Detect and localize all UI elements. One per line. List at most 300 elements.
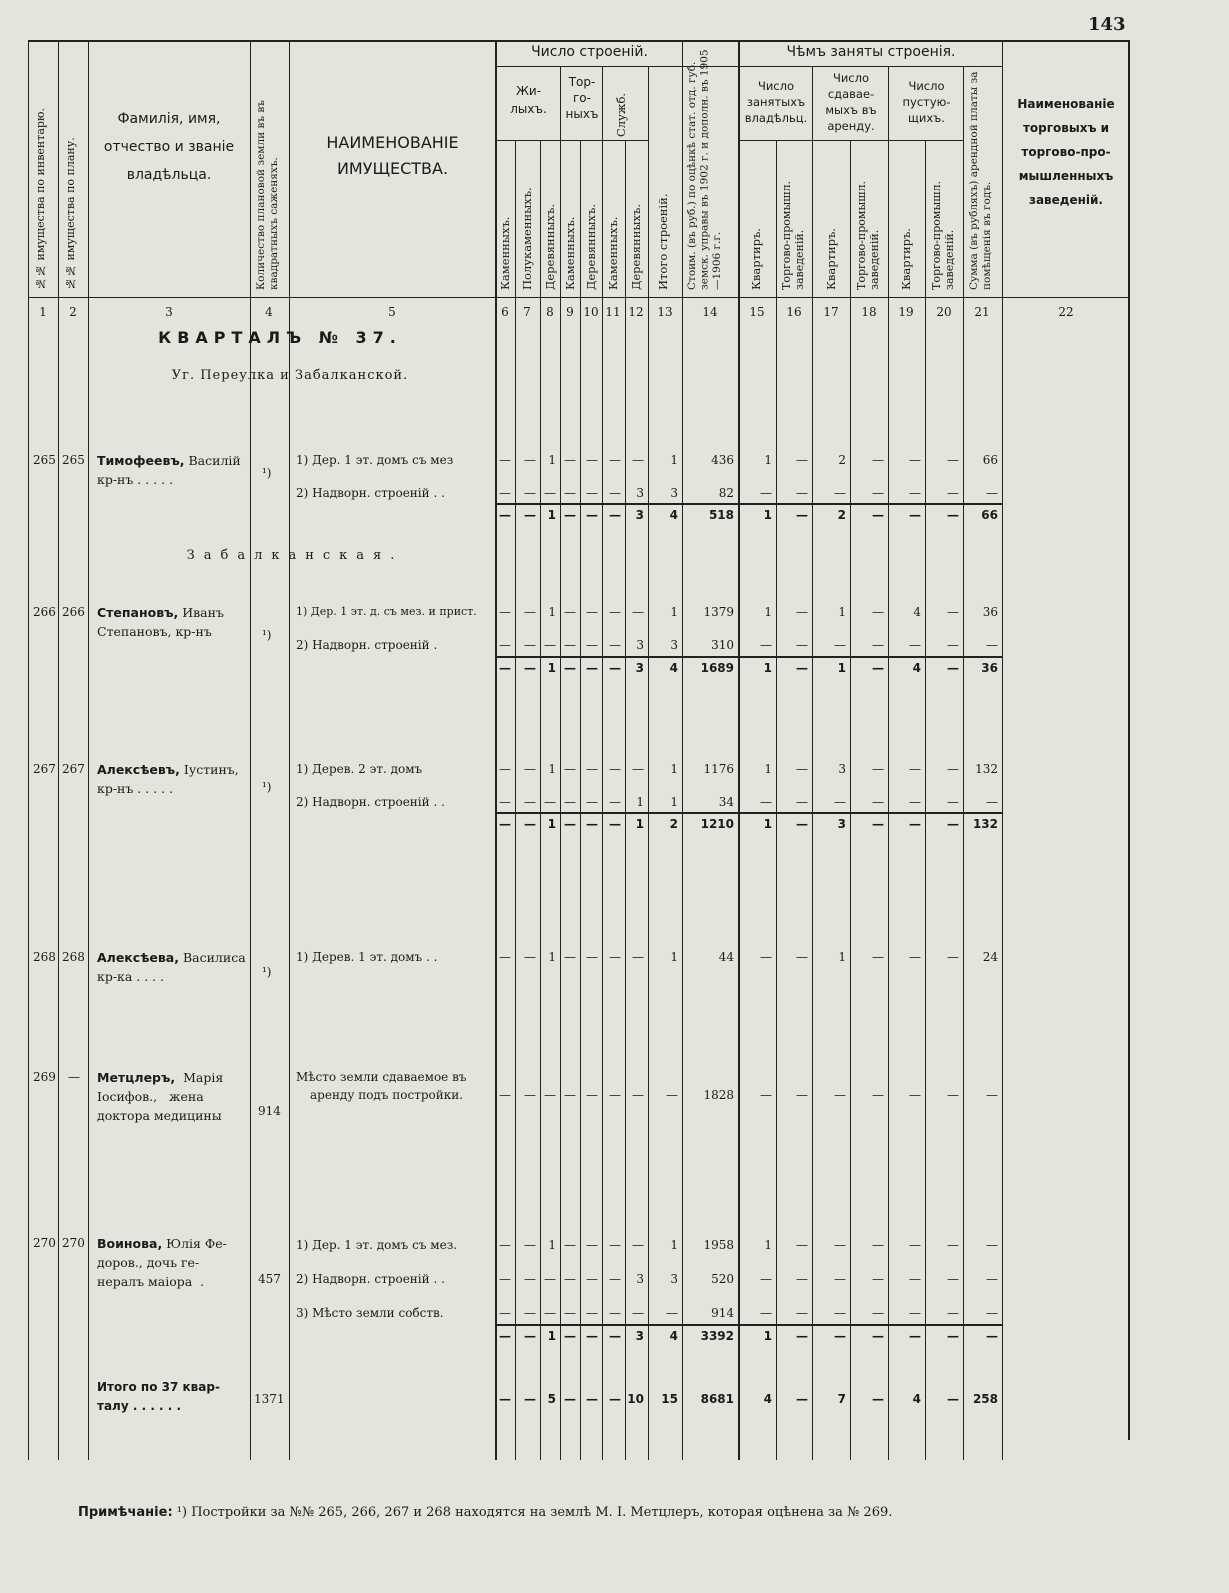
value-cell: 1 bbox=[763, 1329, 772, 1343]
property-item: 2) Надворн. строеній . . bbox=[296, 486, 445, 500]
value-cell: 7 bbox=[837, 1392, 846, 1406]
value-cell: — bbox=[499, 1329, 511, 1343]
value-cell: — bbox=[499, 508, 511, 522]
column-number: 9 bbox=[566, 305, 574, 319]
value-cell: — bbox=[947, 453, 959, 467]
value-cell: — bbox=[760, 795, 772, 809]
value-cell: — bbox=[947, 1306, 959, 1320]
value-cell: — bbox=[796, 1392, 808, 1406]
value-cell: — bbox=[947, 762, 959, 776]
value-cell: 520 bbox=[711, 1272, 734, 1286]
value-cell: — bbox=[609, 638, 621, 652]
value-cell: 1 bbox=[838, 950, 846, 964]
value-cell: — bbox=[666, 1088, 678, 1102]
value-cell: — bbox=[909, 638, 921, 652]
header-trade: Тор- го- ныхъ bbox=[565, 75, 599, 121]
value-cell: — bbox=[872, 762, 884, 776]
header-group-line bbox=[495, 66, 1002, 67]
value-cell: — bbox=[872, 950, 884, 964]
value-cell: — bbox=[947, 1088, 959, 1102]
value-cell: 518 bbox=[708, 508, 734, 522]
value-cell: — bbox=[986, 638, 998, 652]
column-number: 6 bbox=[501, 305, 509, 319]
value-cell: — bbox=[609, 453, 621, 467]
value-cell: 3 bbox=[636, 486, 644, 500]
column-number: 13 bbox=[657, 305, 673, 319]
header-empty: Число пустую- щихъ. bbox=[902, 79, 951, 125]
value-cell: — bbox=[632, 453, 644, 467]
value-cell: — bbox=[947, 817, 959, 831]
value-cell: — bbox=[609, 1392, 621, 1406]
value-cell: — bbox=[834, 486, 846, 500]
column-number: 4 bbox=[265, 305, 273, 319]
value-cell: — bbox=[564, 638, 576, 652]
value-cell: — bbox=[909, 453, 921, 467]
column-number: 3 bbox=[165, 305, 173, 319]
value-cell: — bbox=[499, 486, 511, 500]
header-property: НАИМЕНОВАНІЕ ИМУЩЕСТВА. bbox=[326, 133, 459, 178]
value-cell: — bbox=[909, 1306, 921, 1320]
value-cell: — bbox=[544, 1088, 556, 1102]
value-cell: — bbox=[564, 1306, 576, 1320]
value-cell: 1 bbox=[670, 453, 678, 467]
value-cell: — bbox=[796, 1238, 808, 1252]
value-cell: — bbox=[909, 795, 921, 809]
land-area: 914 bbox=[258, 1104, 281, 1118]
header-col20: Торгово-промышл. заведеній. bbox=[930, 181, 956, 290]
value-cell: 1 bbox=[763, 817, 772, 831]
value-cell: — bbox=[909, 762, 921, 776]
value-cell: — bbox=[760, 486, 772, 500]
value-cell: 1 bbox=[764, 1238, 772, 1252]
header-col19: Квартиръ. bbox=[899, 228, 913, 290]
value-cell: — bbox=[586, 605, 598, 619]
value-cell: — bbox=[947, 950, 959, 964]
value-cell: 10 bbox=[627, 1392, 644, 1406]
value-cell: — bbox=[632, 1088, 644, 1102]
value-cell: — bbox=[796, 795, 808, 809]
value-cell: — bbox=[499, 1306, 511, 1320]
value-cell: — bbox=[609, 1306, 621, 1320]
column-number: 11 bbox=[605, 305, 621, 319]
value-cell: — bbox=[524, 950, 536, 964]
header-col18: Торгово-промышл. заведеній. bbox=[855, 181, 881, 290]
header-col9: Каменныхъ. bbox=[563, 216, 577, 290]
owner-cell bbox=[97, 451, 241, 489]
value-cell: 66 bbox=[981, 508, 998, 522]
value-cell: 3 bbox=[636, 638, 644, 652]
value-cell: — bbox=[632, 950, 644, 964]
value-cell: — bbox=[947, 486, 959, 500]
inventory-number: 269 bbox=[33, 1070, 56, 1084]
property-item: 2) Надворн. строеній . . bbox=[296, 795, 445, 809]
header-col8: Деревянныхъ. bbox=[543, 204, 557, 290]
value-cell: — bbox=[609, 1272, 621, 1286]
value-cell: — bbox=[796, 508, 808, 522]
value-cell: — bbox=[947, 795, 959, 809]
value-cell: 3 bbox=[635, 1329, 644, 1343]
value-cell: — bbox=[872, 453, 884, 467]
value-cell: — bbox=[760, 1272, 772, 1286]
value-cell: — bbox=[609, 762, 621, 776]
header-col22: Наименованіе торговыхъ и торгово-про- мышленныхъ заведеній. bbox=[1017, 97, 1115, 207]
header-col16: Торгово-промышл. заведеній. bbox=[780, 181, 806, 290]
header-owner-occupied: Число занятыхъ владѣльц. bbox=[744, 79, 808, 125]
value-cell: 3 bbox=[838, 762, 846, 776]
column-number: 2 bbox=[69, 305, 77, 319]
column-number: 10 bbox=[583, 305, 599, 319]
value-cell: — bbox=[796, 950, 808, 964]
value-cell: — bbox=[499, 817, 511, 831]
header-bottom-border bbox=[28, 297, 1130, 298]
header-col13: Итого строеній. bbox=[656, 193, 670, 290]
value-cell: — bbox=[564, 508, 576, 522]
value-cell: 36 bbox=[982, 605, 998, 619]
footnote-text: ¹) Постройки за №№ 265, 266, 267 и 268 находятся на землѣ М. І. Метцлеръ, которая оцѣнена за № 269. bbox=[172, 1505, 893, 1520]
owner-details: Василій кр-нъ . . . . . bbox=[97, 453, 241, 487]
value-cell: 1689 bbox=[700, 661, 734, 675]
plan-number: 270 bbox=[62, 1236, 85, 1250]
value-cell: — bbox=[872, 1088, 884, 1102]
value-cell: — bbox=[796, 638, 808, 652]
header-col7: Полукаменныхъ. bbox=[520, 187, 534, 290]
value-cell: — bbox=[564, 605, 576, 619]
corner-title: Уг. Переулка и Забалканской. bbox=[171, 368, 409, 383]
value-cell: — bbox=[909, 486, 921, 500]
plan-number: 266 bbox=[62, 605, 85, 619]
value-cell: — bbox=[796, 762, 808, 776]
value-cell: — bbox=[986, 1306, 998, 1320]
footnote-mark: ¹) bbox=[262, 780, 272, 794]
value-cell: — bbox=[796, 1329, 808, 1343]
value-cell: — bbox=[947, 661, 959, 675]
owner-details: Марія Іосифов., жена доктора медицины bbox=[97, 1070, 224, 1123]
col-divider bbox=[88, 40, 89, 1460]
value-cell: 1210 bbox=[700, 817, 734, 831]
value-cell: — bbox=[586, 1238, 598, 1252]
property-item: 1) Дер. 1 эт. домъ съ мез. bbox=[296, 1238, 458, 1252]
value-cell: — bbox=[909, 950, 921, 964]
value-cell: — bbox=[499, 1088, 511, 1102]
footnote-mark: ¹) bbox=[262, 965, 272, 979]
value-cell: — bbox=[586, 762, 598, 776]
value-cell: 132 bbox=[972, 817, 998, 831]
value-cell: — bbox=[872, 605, 884, 619]
value-cell: 1176 bbox=[703, 762, 734, 776]
column-number: 21 bbox=[974, 305, 990, 319]
value-cell: — bbox=[544, 486, 556, 500]
value-cell: — bbox=[586, 1392, 598, 1406]
value-cell: — bbox=[499, 762, 511, 776]
value-cell: — bbox=[872, 1306, 884, 1320]
value-cell: — bbox=[986, 1238, 998, 1252]
column-number: 19 bbox=[898, 305, 914, 319]
value-cell: — bbox=[796, 1272, 808, 1286]
value-cell: — bbox=[586, 1088, 598, 1102]
property-item: Мѣсто земли сдаваемое въ bbox=[296, 1070, 467, 1084]
header-group-count: Число строеній. bbox=[531, 44, 648, 60]
column-number: 14 bbox=[702, 305, 718, 319]
owner-surname: Алексѣевъ, bbox=[97, 762, 180, 777]
header-col10: Деревянныхъ. bbox=[584, 204, 598, 290]
subtotal-rule bbox=[497, 656, 1002, 658]
value-cell: — bbox=[564, 1392, 576, 1406]
value-cell: — bbox=[834, 1088, 846, 1102]
value-cell: 4 bbox=[669, 1329, 678, 1343]
owner-details: Іустинъ, кр-нъ . . . . . bbox=[97, 762, 239, 796]
value-cell: — bbox=[524, 1088, 536, 1102]
value-cell: — bbox=[872, 1329, 884, 1343]
value-cell: — bbox=[909, 1238, 921, 1252]
value-cell: — bbox=[564, 950, 576, 964]
value-cell: — bbox=[872, 638, 884, 652]
subtotal-rule bbox=[497, 503, 1002, 505]
property-item: 2) Надворн. строеній . bbox=[296, 638, 438, 652]
header-owner: Фамилія, имя, отчество и званіе владѣльца. bbox=[103, 111, 235, 183]
value-cell: — bbox=[586, 638, 598, 652]
inventory-number: 267 bbox=[33, 762, 56, 776]
column-number: 22 bbox=[1058, 305, 1074, 319]
page-number: 143 bbox=[1088, 14, 1126, 35]
value-cell: — bbox=[947, 508, 959, 522]
value-cell: — bbox=[544, 795, 556, 809]
value-cell: — bbox=[499, 638, 511, 652]
column-number: 20 bbox=[936, 305, 952, 319]
value-cell: — bbox=[544, 638, 556, 652]
value-cell: — bbox=[609, 795, 621, 809]
header-service: Служб. bbox=[614, 92, 628, 137]
value-cell: — bbox=[586, 817, 598, 831]
value-cell: 1 bbox=[837, 661, 846, 675]
value-cell: — bbox=[909, 817, 921, 831]
value-cell: — bbox=[586, 950, 598, 964]
value-cell: 1 bbox=[764, 453, 772, 467]
street-title: Забалканская. bbox=[186, 548, 404, 563]
value-cell: 1 bbox=[547, 508, 556, 522]
header-col11: Каменныхъ. bbox=[606, 216, 620, 290]
property-item: 2) Надворн. строеній . . bbox=[296, 1272, 445, 1286]
value-cell: — bbox=[986, 1329, 998, 1343]
property-item: 1) Дерев. 2 эт. домъ bbox=[296, 762, 423, 776]
value-cell: — bbox=[499, 795, 511, 809]
value-cell: 1 bbox=[547, 817, 556, 831]
value-cell: — bbox=[586, 1272, 598, 1286]
value-cell: — bbox=[760, 1088, 772, 1102]
value-cell: — bbox=[796, 817, 808, 831]
value-cell: — bbox=[632, 1306, 644, 1320]
value-cell: — bbox=[909, 508, 921, 522]
value-cell: 82 bbox=[718, 486, 734, 500]
owner-surname: Тимофеевъ, bbox=[97, 453, 185, 468]
value-cell: 24 bbox=[982, 950, 998, 964]
value-cell: — bbox=[796, 453, 808, 467]
value-cell: 1 bbox=[670, 950, 678, 964]
value-cell: 4 bbox=[669, 661, 678, 675]
owner-details: Юлія Фе- доров., дочь ге- нералъ маіора . bbox=[97, 1236, 227, 1289]
value-cell: 1 bbox=[547, 661, 556, 675]
value-cell: 8681 bbox=[700, 1392, 734, 1406]
col-divider bbox=[250, 40, 251, 1460]
value-cell: 3 bbox=[635, 508, 644, 522]
value-cell: — bbox=[947, 638, 959, 652]
inventory-number: 268 bbox=[33, 950, 56, 964]
value-cell: 15 bbox=[661, 1392, 678, 1406]
table-top-border bbox=[28, 40, 1130, 42]
footnote bbox=[78, 1505, 892, 1520]
value-cell: 1 bbox=[763, 661, 772, 675]
value-cell: — bbox=[796, 1306, 808, 1320]
value-cell: — bbox=[586, 661, 598, 675]
property-item: 1) Дер. 1 эт. д. съ мез. и прист. bbox=[296, 605, 477, 618]
value-cell: — bbox=[666, 1306, 678, 1320]
value-cell: — bbox=[609, 1088, 621, 1102]
value-cell: — bbox=[564, 1238, 576, 1252]
value-cell: — bbox=[524, 795, 536, 809]
value-cell: — bbox=[609, 661, 621, 675]
value-cell: — bbox=[564, 1272, 576, 1286]
value-cell: — bbox=[986, 1088, 998, 1102]
value-cell: — bbox=[609, 817, 621, 831]
value-cell: 1 bbox=[548, 605, 556, 619]
value-cell: — bbox=[872, 508, 884, 522]
column-number: 16 bbox=[786, 305, 802, 319]
value-cell: — bbox=[796, 1088, 808, 1102]
footnote-mark: ¹) bbox=[262, 466, 272, 480]
value-cell: — bbox=[564, 817, 576, 831]
value-cell: — bbox=[909, 1272, 921, 1286]
value-cell: — bbox=[872, 795, 884, 809]
value-cell: 1 bbox=[764, 762, 772, 776]
quarter-title: КВАРТАЛЪ № 37. bbox=[158, 328, 402, 347]
header-rented: Число сдавае- мыхъ въ аренду. bbox=[825, 71, 877, 133]
value-cell: 3 bbox=[636, 1272, 644, 1286]
value-cell: — bbox=[609, 1329, 621, 1343]
value-cell: 3 bbox=[635, 661, 644, 675]
footnote-mark: ¹) bbox=[262, 628, 272, 642]
inventory-number: 266 bbox=[33, 605, 56, 619]
subtotal-rule bbox=[497, 1324, 1002, 1326]
value-cell: — bbox=[609, 1238, 621, 1252]
value-cell: — bbox=[632, 762, 644, 776]
value-cell: 132 bbox=[975, 762, 998, 776]
value-cell: — bbox=[524, 638, 536, 652]
owner-cell bbox=[97, 603, 224, 641]
value-cell: 1 bbox=[548, 1238, 556, 1252]
value-cell: — bbox=[564, 1088, 576, 1102]
plan-number: 268 bbox=[62, 950, 85, 964]
value-cell: — bbox=[499, 1238, 511, 1252]
value-cell: 1958 bbox=[703, 1238, 734, 1252]
value-cell: — bbox=[796, 486, 808, 500]
value-cell: — bbox=[760, 638, 772, 652]
value-cell: — bbox=[872, 1272, 884, 1286]
value-cell: — bbox=[524, 453, 536, 467]
value-cell: — bbox=[564, 486, 576, 500]
value-cell: 1 bbox=[670, 1238, 678, 1252]
value-cell: — bbox=[524, 1392, 536, 1406]
column-number: 12 bbox=[628, 305, 644, 319]
value-cell: 5 bbox=[547, 1392, 556, 1406]
value-cell: — bbox=[564, 453, 576, 467]
value-cell: — bbox=[947, 1272, 959, 1286]
value-cell: — bbox=[609, 508, 621, 522]
value-cell: — bbox=[632, 605, 644, 619]
value-cell: — bbox=[544, 1306, 556, 1320]
value-cell: — bbox=[947, 1238, 959, 1252]
value-cell: 1 bbox=[670, 605, 678, 619]
value-cell: — bbox=[524, 1306, 536, 1320]
owner-surname: Воинова, bbox=[97, 1236, 163, 1251]
value-cell: — bbox=[544, 1272, 556, 1286]
value-cell: — bbox=[872, 1238, 884, 1252]
grand-total-land: 1371 bbox=[254, 1392, 285, 1406]
header-sub-line bbox=[495, 140, 648, 141]
value-cell: — bbox=[586, 795, 598, 809]
value-cell: 1 bbox=[548, 950, 556, 964]
value-cell: — bbox=[872, 486, 884, 500]
inventory-number: 265 bbox=[33, 453, 56, 467]
value-cell: — bbox=[524, 605, 536, 619]
owner-surname: Метцлеръ, bbox=[97, 1070, 176, 1085]
header-col15: Квартиръ. bbox=[749, 228, 763, 290]
value-cell: 36 bbox=[981, 661, 998, 675]
header-inventory-no: №№ имущества по инвентарю. bbox=[34, 108, 47, 290]
value-cell: — bbox=[609, 486, 621, 500]
value-cell: 3 bbox=[837, 817, 846, 831]
value-cell: 2 bbox=[838, 453, 846, 467]
value-cell: 2 bbox=[669, 817, 678, 831]
value-cell: — bbox=[564, 1329, 576, 1343]
grand-total-label: Итого по 37 квар- талу . . . . . . bbox=[97, 1380, 220, 1413]
header-col14: Стоим. (въ руб.) по оцѣнкѣ стат. отд. губ. земск. управы въ 1902 г. и дополн. въ 1905—1906 г.г. bbox=[686, 49, 723, 290]
inventory-number: 270 bbox=[33, 1236, 56, 1250]
value-cell: — bbox=[834, 1272, 846, 1286]
value-cell: 4 bbox=[913, 605, 921, 619]
value-cell: 1 bbox=[636, 795, 644, 809]
owner-cell bbox=[97, 948, 246, 986]
value-cell: 258 bbox=[972, 1392, 998, 1406]
value-cell: 66 bbox=[982, 453, 998, 467]
value-cell: — bbox=[524, 1272, 536, 1286]
value-cell: — bbox=[586, 1329, 598, 1343]
col-divider bbox=[289, 40, 290, 1460]
table-right-border bbox=[1128, 40, 1130, 1440]
header-col21: Сумма (въ рубляхъ) арендной платы за помѣщенія въ годъ. bbox=[968, 71, 993, 290]
value-cell: — bbox=[872, 817, 884, 831]
value-cell: 3 bbox=[670, 1272, 678, 1286]
value-cell: — bbox=[609, 950, 621, 964]
value-cell: 1 bbox=[763, 508, 772, 522]
column-number: 5 bbox=[388, 305, 396, 319]
value-cell: — bbox=[986, 795, 998, 809]
value-cell: — bbox=[564, 661, 576, 675]
value-cell: 1 bbox=[670, 795, 678, 809]
col-divider bbox=[28, 40, 29, 1460]
owner-cell bbox=[97, 760, 239, 798]
value-cell: — bbox=[760, 1306, 772, 1320]
column-number: 8 bbox=[546, 305, 554, 319]
value-cell: 914 bbox=[711, 1306, 734, 1320]
value-cell: — bbox=[834, 638, 846, 652]
value-cell: — bbox=[872, 1392, 884, 1406]
column-number: 15 bbox=[749, 305, 765, 319]
value-cell: — bbox=[796, 661, 808, 675]
value-cell: 1 bbox=[547, 1329, 556, 1343]
value-cell: — bbox=[834, 1238, 846, 1252]
plan-number: 265 bbox=[62, 453, 85, 467]
owner-details: Василиса кр-ка . . . . bbox=[97, 950, 246, 984]
value-cell: 3 bbox=[670, 638, 678, 652]
